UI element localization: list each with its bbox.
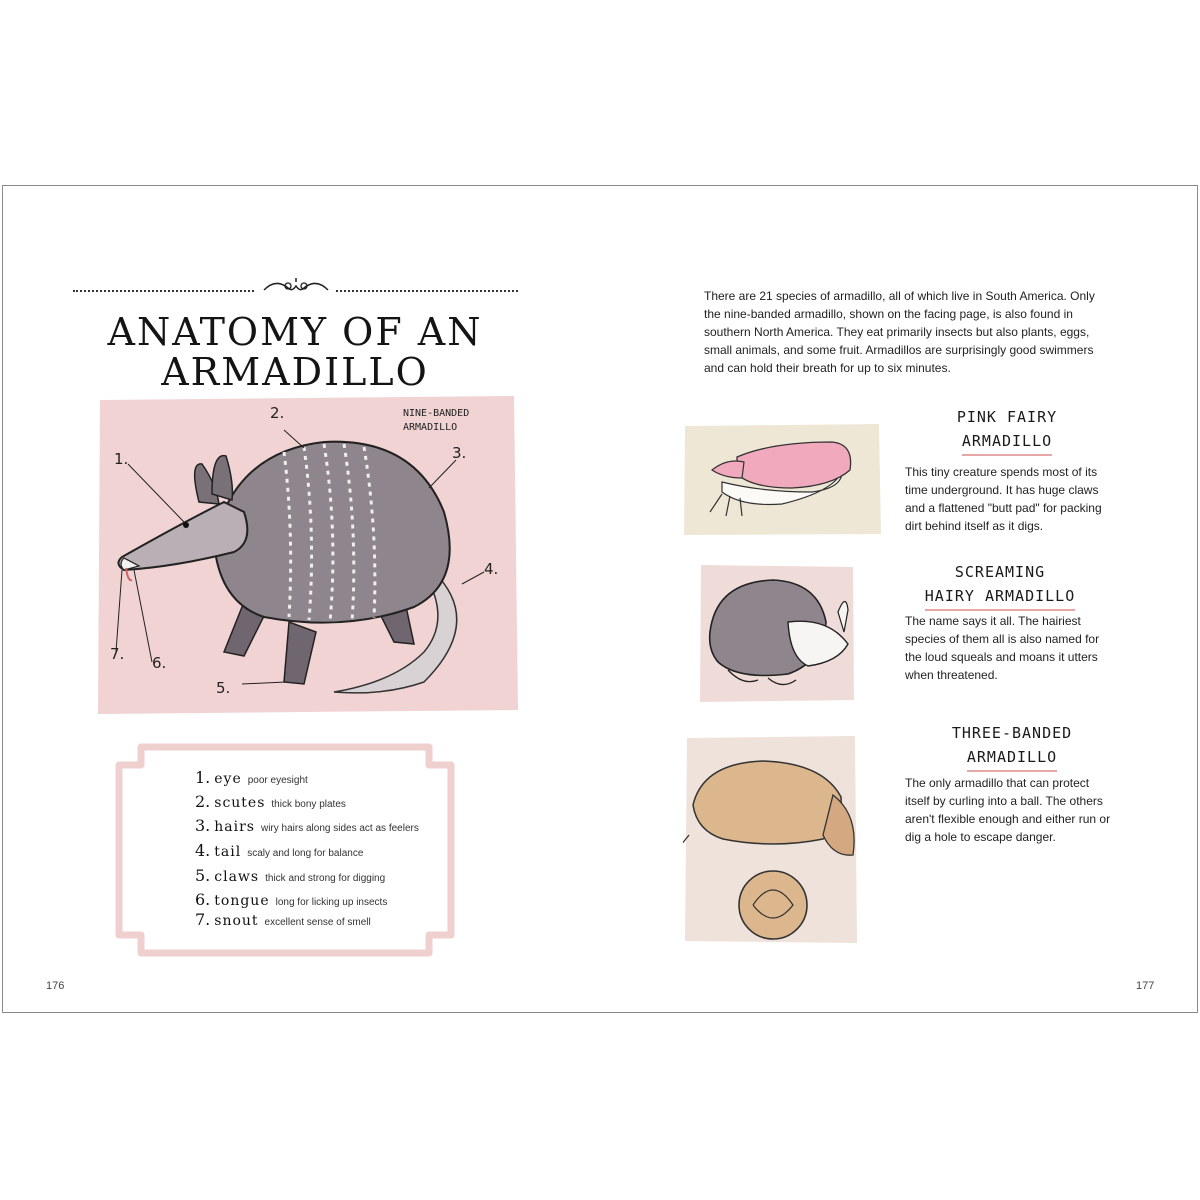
- legend-num: 2.: [195, 792, 211, 811]
- illustration-caption-line2: ARMADILLO: [403, 422, 458, 433]
- page-title-line1: ANATOMY OF AN: [107, 310, 483, 354]
- legend-name: hairs: [214, 819, 255, 835]
- legend-name: tail: [214, 844, 242, 860]
- legend-item-hairs: [195, 816, 419, 835]
- callout-7: 7.: [110, 645, 125, 663]
- screaming-hairy-title: [900, 560, 1100, 611]
- pink-fairy-title: [907, 405, 1107, 456]
- legend-name: snout: [214, 913, 259, 929]
- legend-item-tongue: [195, 890, 387, 909]
- legend-item-snout: [195, 910, 371, 929]
- page-number-right: 177: [1136, 980, 1155, 992]
- legend-desc: thick bony plates: [271, 799, 346, 810]
- callout-6: 6.: [152, 654, 167, 672]
- pink-fairy-title-line2: ARMADILLO: [962, 429, 1052, 456]
- legend-num: 7.: [195, 910, 211, 929]
- legend-num: 5.: [195, 866, 211, 885]
- pink-fairy-title-line1: PINK FAIRY: [956, 408, 1058, 426]
- intro-paragraph: There are 21 species of armadillo, all of which live in South America. Only the nine-banded armadillo, shown on the facing page, is also found in southern North America. They eat primarily insects but also plants, eggs, small animals, and some fruit. Armadillos are surprisingly good swimmers and can hold their breath for up to six minutes.: [704, 289, 1095, 375]
- legend-name: tongue: [214, 893, 270, 909]
- callout-3: 3.: [452, 444, 467, 462]
- illustration-caption-line1: NINE-BANDED: [403, 408, 470, 419]
- legend-item-eye: [195, 768, 308, 787]
- pink-fairy-armadillo-illustration: [682, 422, 882, 537]
- flourish-ornament: [256, 270, 336, 300]
- legend-num: 3.: [195, 816, 211, 835]
- legend-desc: wiry hairs along sides act as feelers: [260, 823, 419, 834]
- screaming-hairy-description: The name says it all. The hairiest species of them all is also named for the loud squeals and moans it utters when threatened.: [905, 614, 1100, 682]
- legend-desc: long for licking up insects: [275, 897, 388, 908]
- legend-name: scutes: [214, 795, 266, 811]
- illustration-caption: [403, 407, 483, 435]
- pink-fairy-description: This tiny creature spends most of its time underground. It has huge claws and a flattened "butt pad" for packing dirt behind itself as it digs.: [905, 465, 1102, 533]
- three-banded-title-line2: ARMADILLO: [967, 745, 1057, 772]
- legend-item-claws: [195, 866, 385, 885]
- screaming-hairy-title-line1: SCREAMING: [954, 563, 1046, 581]
- three-banded-armadillo-illustration: [683, 735, 859, 945]
- legend-desc: excellent sense of smell: [264, 917, 371, 928]
- page-title-line2: ARMADILLO: [161, 350, 429, 394]
- callout-1: 1.: [114, 450, 129, 468]
- legend-item-scutes: [195, 792, 346, 811]
- screaming-hairy-title-line2: HAIRY ARMADILLO: [925, 584, 1075, 611]
- legend-item-tail: [195, 841, 363, 860]
- legend-name: eye: [214, 771, 242, 787]
- three-banded-description: The only armadillo that can protect itself by curling into a ball. The others aren't flexible enough and either run or dig a hole to escape danger.: [905, 776, 1111, 844]
- callout-4: 4.: [484, 560, 499, 578]
- legend-num: 1.: [195, 768, 211, 787]
- legend-num: 4.: [195, 841, 211, 860]
- callout-5: 5.: [216, 679, 231, 697]
- legend-desc: thick and strong for digging: [265, 873, 386, 884]
- legend-num: 6.: [195, 890, 211, 909]
- screaming-hairy-armadillo-illustration: [698, 562, 856, 704]
- legend-desc: scaly and long for balance: [247, 848, 364, 859]
- three-banded-title-line1: THREE-BANDED: [951, 724, 1073, 742]
- three-banded-title: [912, 721, 1112, 772]
- legend-name: claws: [214, 869, 260, 885]
- callout-2: 2.: [270, 404, 285, 422]
- page-number-left: 176: [46, 980, 65, 992]
- legend-desc: poor eyesight: [247, 775, 308, 786]
